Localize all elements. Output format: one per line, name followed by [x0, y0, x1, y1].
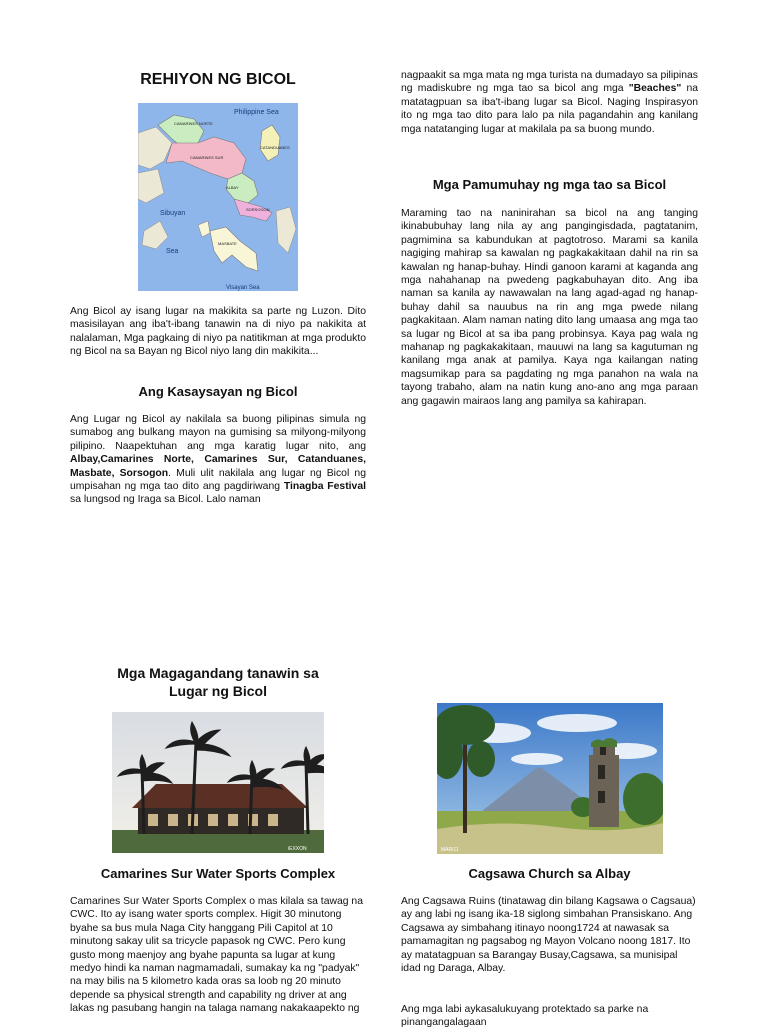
- map-label-catanduanes: CATANDUANES: [260, 145, 290, 150]
- map-label-camarines-norte: CAMARINES NORTE: [174, 121, 213, 126]
- scenery-heading: Mga Magagandang tanawin sa Lugar ng Bicol: [117, 665, 319, 699]
- history-heading: Ang Kasaysayan ng Bicol: [138, 384, 298, 399]
- map-label-sea: Sea: [166, 248, 179, 255]
- livelihood-heading: Mga Pamumuhay ng mga tao sa Bicol: [432, 177, 667, 192]
- map-label-sorsogon: SORSOGON: [246, 207, 270, 212]
- affected-provinces: Albay,Camarines Norte, Camarines Sur, Catanduanes, Masbate, Sorsogon: [70, 454, 366, 479]
- map-label-albay: ALBAY: [226, 185, 239, 190]
- map-label-philippine-sea: Philippine Sea: [234, 109, 279, 116]
- history-paragraph: Ang Lugar ng Bicol ay nakilala sa buong pilipinas simula ng sumabog ang bulkang mayon na gumising sa milyong-milyong pilipino. Naapektuhan ang mga karatig lugar nito, ang Albay,Camarines Norte, Camarines Sur, Catanduanes, Masbate, Sorsogon. Muli ulit nakilala ang lugar ng Bicol ng umpisahan ng mga tao dito ang pagdiriwang Tinagba Festival sa lungsod ng Iraga sa Bicol. Lalo naman: [70, 414, 366, 506]
- map-label-masbate: MASBATE: [218, 241, 237, 246]
- festival-name: Tinagba Festival: [283, 481, 366, 493]
- map-label-visayan-sea: Visayan Sea: [226, 285, 260, 291]
- cagsawa-photo: [437, 703, 663, 854]
- page-title: REHIYON NG BICOL: [140, 71, 296, 88]
- cws-paragraph: Camarines Sur Water Sports Complex o mas kilala sa tawag na CWC. Ito ay isang water sports complex. Higit 30 minutong byahe sa bus mula Naga City hanggang Pili Capitol at 10 minutong sakay ulit sa tricycle papasok ng CWC. Pero kung gusto mong maenjoy ang byahe papunta sa lugar at kung medyo hindi ka naman nagmamadali, sumakay ka ng "padyak" na may bilis na 5 kilometro kada oras sa loob ng 20 minuto depende sa physical strength and capability ng driver at ang lakas ng pasubang hangin na talaga namang nakakaapekto ng: [70, 896, 363, 1015]
- bicol-region-map: [138, 103, 298, 291]
- cagsawa-paragraph-2: Ang mga labi aykasalukuyang protektado sa parke na pinangangalagaan: [401, 1004, 649, 1029]
- cagsawa-photo-watermark: MARI11: [441, 847, 459, 853]
- beaches-term: "Beaches": [628, 83, 682, 95]
- map-label-sibuyan: Sibuyan: [160, 210, 186, 217]
- livelihood-paragraph: Maraming tao na naninirahan sa bicol na ang tanging ikinabubuhay lang nila ay ang pangingisdada, pagtatanim, pagmimina sa kabundukan at pagtotroso. Marami sa kanila nagiging mahirap sa kawalan ng pagkakakitaan dahil na rin sa kawalan ng hanap-buhay. Hindi ganoon karami at kaganda ang mga nahahanap na pwedeng pagkabuhayan dito. Ang iba naman sa kanila ay nawawalan na lang agad-agad ng hanap-buhay dahil sa nauubus na rin ang mga pwede nilang pagkakitaan. Alam naman nating dito lang umaasa ang mga tao sa lugar ng Bicol at sa iba pang probinsya. Kaya pag wala ng mahanap ng pagkakakitaan, mauuwi na lang sa kagutuman ng kanilang mga anak at pamilya. Kaya nga kailangan nating magsumikap para sa pagdating ng mga panahon na wala na tayong trabaho, alam na natin kung ano-ano ang mga paraan ang gagawin mairaos lang ang pamilya sa kahirapan.: [401, 208, 698, 407]
- map-label-camarines-sur: CAMARINES SUR: [190, 155, 224, 160]
- history-continuation-paragraph: nagpaakit sa mga mata ng mga turista na dumadayo sa pilipinas ng madiskubre ng mga tao sa bicol ang mga "Beaches" na matatagpuan sa iba't-ibang lugar sa Bicol. Naging Inspirasyon ito ng mga tao dito para lalo pa nila pagandahin ang kanilang mga natatanging lugar at makilala pa sa buong mundo.: [401, 70, 698, 135]
- cws-caption: Camarines Sur Water Sports Complex: [100, 866, 336, 881]
- cagsawa-caption: Cagsawa Church sa Albay: [468, 866, 631, 881]
- intro-paragraph: Ang Bicol ay isang lugar na makikita sa parte ng Luzon. Dito masisilayan ang iba't-ibang tanawin na di niyo pa nakikita at nalalaman, Mga pagkaing di niyo pa natitikman at mga produkto ng Bicol na sa Bayan ng Bicol niyo lang din makikita...: [70, 306, 366, 358]
- cws-photo-watermark: iEXXON: [288, 846, 307, 852]
- cws-photo: [112, 712, 324, 853]
- cagsawa-paragraph: Ang Cagsawa Ruins (tinatawag din bilang Kagsawa o Cagsaua) ay ang labi ng isang ika-18 siglong simbahan Pransiskano. Ang Cagsawa ay simbahang itinayo noong1724 at nawasak sa pamamagitan ng pagsabog ng Mayon Volcano noong 1817. Ito ay matatagpuan sa Barangay Busay,Cagsawa, sa munisipal idad ng Daraga, Albay.: [401, 896, 696, 975]
